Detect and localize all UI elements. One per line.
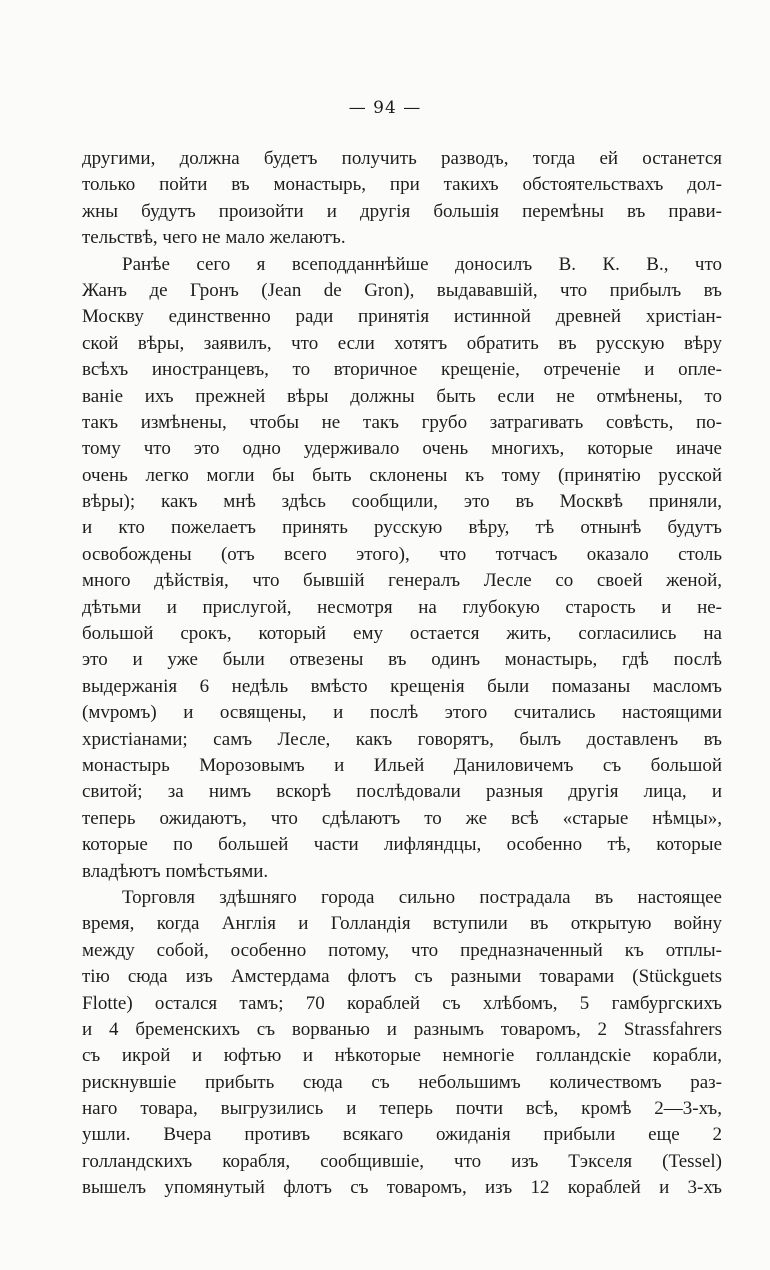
text-line: съ икрой и юфтью и нѣкоторые немногіе голландскіе корабли, [82, 1045, 722, 1067]
text-line: другими, должна будетъ получить разводъ, тогда ей останется [82, 148, 722, 169]
text-line: рискнувшіе прибыть сюда съ небольшимъ количествомъ раз- [82, 1071, 722, 1093]
text-line: Торговля здѣшняго города сильно пострадала въ настоящее [122, 886, 722, 908]
text-line: тію сюда изъ Амстердама флотъ съ разными товарами (Stückguets [82, 966, 722, 988]
text-line: большой срокъ, который ему остается жить, согласились на [82, 623, 722, 645]
text-line: это и уже были отвезены въ одинъ монастырь, гдѣ послѣ [82, 649, 722, 671]
text-line: христіанами; самъ Лесле, какъ говорятъ, былъ доставленъ въ [82, 728, 722, 750]
text-line: ваніе ихъ прежней вѣры должны быть если не отмѣнены, то [82, 385, 722, 407]
text-line: и 4 бременскихъ съ ворванью и разнымъ товаромъ, 2 Strassfahrers [82, 1018, 722, 1040]
text-line: наго товара, выгрузились и теперь почти всѣ, кромѣ 2—3-хъ, [82, 1098, 722, 1120]
text-line: очень легко могли бы быть склонены къ тому (принятію русской [82, 464, 722, 486]
text-line: Flotte) остался тамъ; 70 кораблей съ хлѣбомъ, 5 гамбургскихъ [82, 992, 722, 1014]
text-line: освобождены (отъ всего этого), что тотчасъ оказало столь [82, 543, 722, 565]
text-line: между собой, особенно потому, что предназначенный къ отплы- [82, 939, 722, 961]
text-line: которые по большей части лифляндцы, особенно тѣ, которые [82, 834, 722, 856]
text-line: только пойти въ монастырь, при такихъ обстоятельствахъ дол- [82, 174, 722, 196]
text-line: Жанъ де Гронъ (Jean de Gron), выдававшій, что прибылъ въ [82, 279, 722, 301]
text-line: такъ измѣнены, чтобы не такъ грубо затрагивать совѣсть, по- [82, 411, 722, 433]
text-line: (мvромъ) и освящены, и послѣ этого считались настоящими [82, 702, 722, 724]
text-line: много дѣйствія, что бывшій генералъ Лесле со своей женой, [82, 570, 722, 592]
text-line: владѣютъ помѣстьями. [82, 860, 269, 882]
text-line: и кто пожелаетъ принять русскую вѣру, тѣ отнынѣ будутъ [82, 517, 722, 539]
text-line: время, когда Англія и Голландія вступили въ открытую войну [82, 913, 722, 935]
text-line: теперь ожидаютъ, что сдѣлаютъ то же всѣ «старые нѣмцы», [82, 807, 722, 829]
body-text [82, 146, 722, 1202]
text-line: дѣтьми и прислугой, несмотря на глубокую старость и не- [82, 596, 722, 618]
text-line: свитой; за нимъ вскорѣ послѣдовали разныя другія лица, и [82, 781, 722, 803]
text-line: выдержанія 6 недѣль вмѣсто крещенія были помазаны масломъ [82, 675, 722, 697]
text-line: всѣхъ иностранцевъ, то вторичное крещеніе, отреченіе и опле- [82, 359, 722, 381]
page-number: — 94 — [348, 98, 422, 118]
text-line: вѣры); какъ мнѣ здѣсь сообщили, это въ Москвѣ приняли, [82, 491, 722, 513]
text-line: ской вѣры, заявилъ, что если хотятъ обратить въ русскую вѣру [82, 332, 722, 354]
text-line: тому что это одно удерживало очень многихъ, которые иначе [82, 438, 722, 460]
text-line: ушли. Вчера противъ всякаго ожиданія прибыли еще 2 [82, 1124, 722, 1146]
text-line: Ранѣе сего я всеподданнѣйше доносилъ В. К. В., что [122, 253, 722, 275]
text-line: монастырь Морозовымъ и Ильей Даниловичемъ съ большой [82, 754, 722, 776]
text-line: тельствѣ, чего не мало желаютъ. [82, 227, 346, 249]
text-line: Москву единственно ради принятія истинной древней христіан- [82, 306, 722, 328]
text-line: вышелъ упомянутый флотъ съ товаромъ, изъ 12 кораблей и 3-хъ [82, 1177, 722, 1199]
text-line: голландскихъ корабля, сообщившіе, что изъ Тэкселя (Tessel) [82, 1150, 722, 1172]
text-line: жны будутъ произойти и другія большія перемѣны въ прави- [82, 200, 722, 222]
